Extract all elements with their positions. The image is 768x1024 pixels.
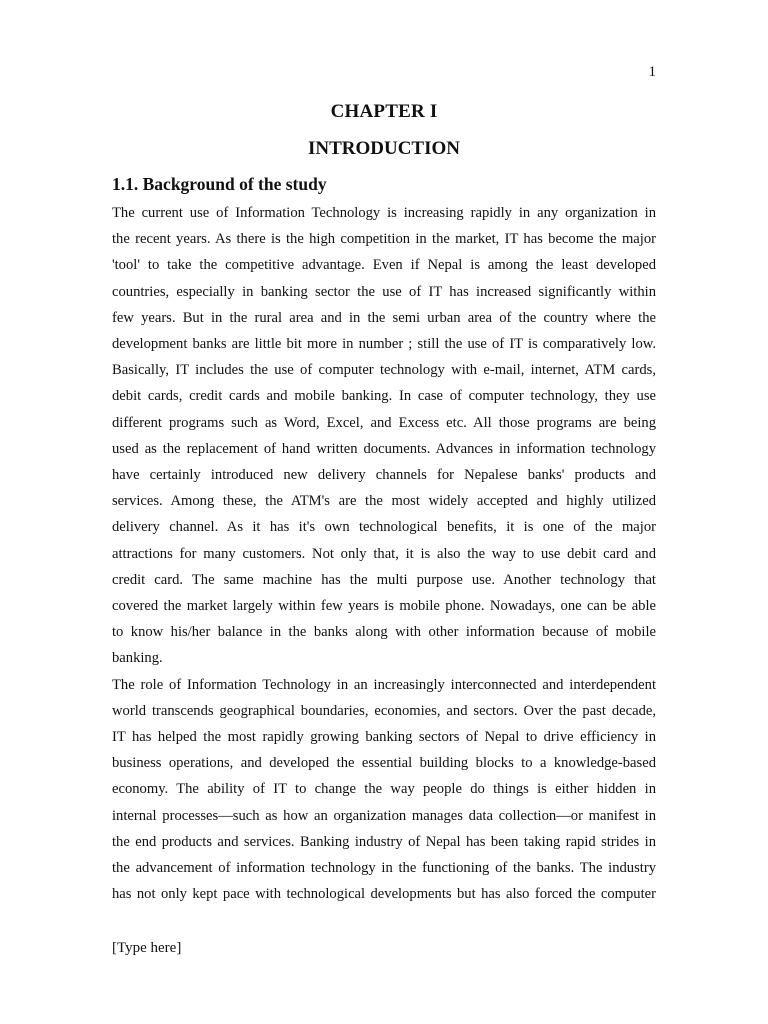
section-heading: 1.1. Background of the study	[112, 174, 327, 194]
text-line: internal processes—such as how an organization manages data collection—or manifest in	[112, 807, 656, 824]
text-line: Basically, IT includes the use of computer technology with e-mail, internet, ATM cards,	[112, 362, 656, 379]
text-line: delivery channel. As it has it's own technological benefits, it is one of the major	[112, 519, 656, 536]
chapter-title: CHAPTER I	[330, 101, 438, 122]
paragraph-1	[112, 200, 656, 672]
text-line: banking.	[112, 650, 163, 667]
text-line: The current use of Information Technology is increasing rapidly in any organization in	[112, 205, 656, 221]
text-line: used as the replacement of hand written documents. Advances in information technology	[112, 440, 656, 457]
text-line: has not only kept pace with technological developments but has also forced the computer	[112, 886, 656, 903]
text-line: few years. But in the rural area and in the semi urban area of the country where the	[112, 309, 656, 326]
chapter-subtitle: INTRODUCTION	[307, 138, 461, 159]
text-line: IT has helped the most rapidly growing banking sectors of Nepal to drive efficiency in	[112, 729, 656, 746]
text-line: different programs such as Word, Excel, and Excess etc. All those programs are being	[112, 414, 656, 431]
text-line: economy. The ability of IT to change the way people do things is either hidden in	[112, 781, 656, 798]
text-line: the end products and services. Banking industry of Nepal has been taking rapid strides in	[112, 833, 656, 850]
text-line: countries, especially in banking sector the use of IT has increased significantly within	[112, 283, 656, 300]
text-line: the advancement of information technology in the functioning of the banks. The industry	[112, 860, 656, 877]
text-line: the recent years. As there is the high competition in the market, IT has become the major	[112, 231, 656, 248]
text-line: to know his/her balance in the banks along with other information because of mobile	[112, 624, 656, 641]
text-line: covered the market largely within few years is mobile phone. Nowadays, one can be able	[112, 598, 656, 615]
text-line: debit cards, credit cards and mobile banking. In case of computer technology, they use	[112, 388, 656, 405]
text-line: world transcends geographical boundaries, economies, and sectors. Over the past decade,	[112, 702, 656, 719]
text-line: development banks are little bit more in number ; still the use of IT is comparatively low.	[112, 336, 656, 353]
footer-placeholder[interactable]: [Type here]	[112, 940, 182, 956]
text-line: business operations, and developed the essential building blocks to a knowledge-based	[112, 755, 656, 772]
text-line: attractions for many customers. Not only that, it is also the way to use debit card and	[112, 545, 656, 562]
text-line: have certainly introduced new delivery channels for Nepalese banks' products and	[112, 467, 656, 484]
page-number: 1	[648, 64, 656, 80]
text-line: The role of Information Technology in an increasingly interconnected and interdependent	[112, 676, 656, 693]
paragraph-2	[112, 672, 656, 908]
body-text	[112, 200, 656, 907]
text-line: services. Among these, the ATM's are the most widely accepted and highly utilized	[112, 493, 656, 510]
text-line: 'tool' to take the competitive advantage. Even if Nepal is among the least developed	[112, 257, 656, 274]
text-line: credit card. The same machine has the multi purpose use. Another technology that	[112, 571, 656, 588]
